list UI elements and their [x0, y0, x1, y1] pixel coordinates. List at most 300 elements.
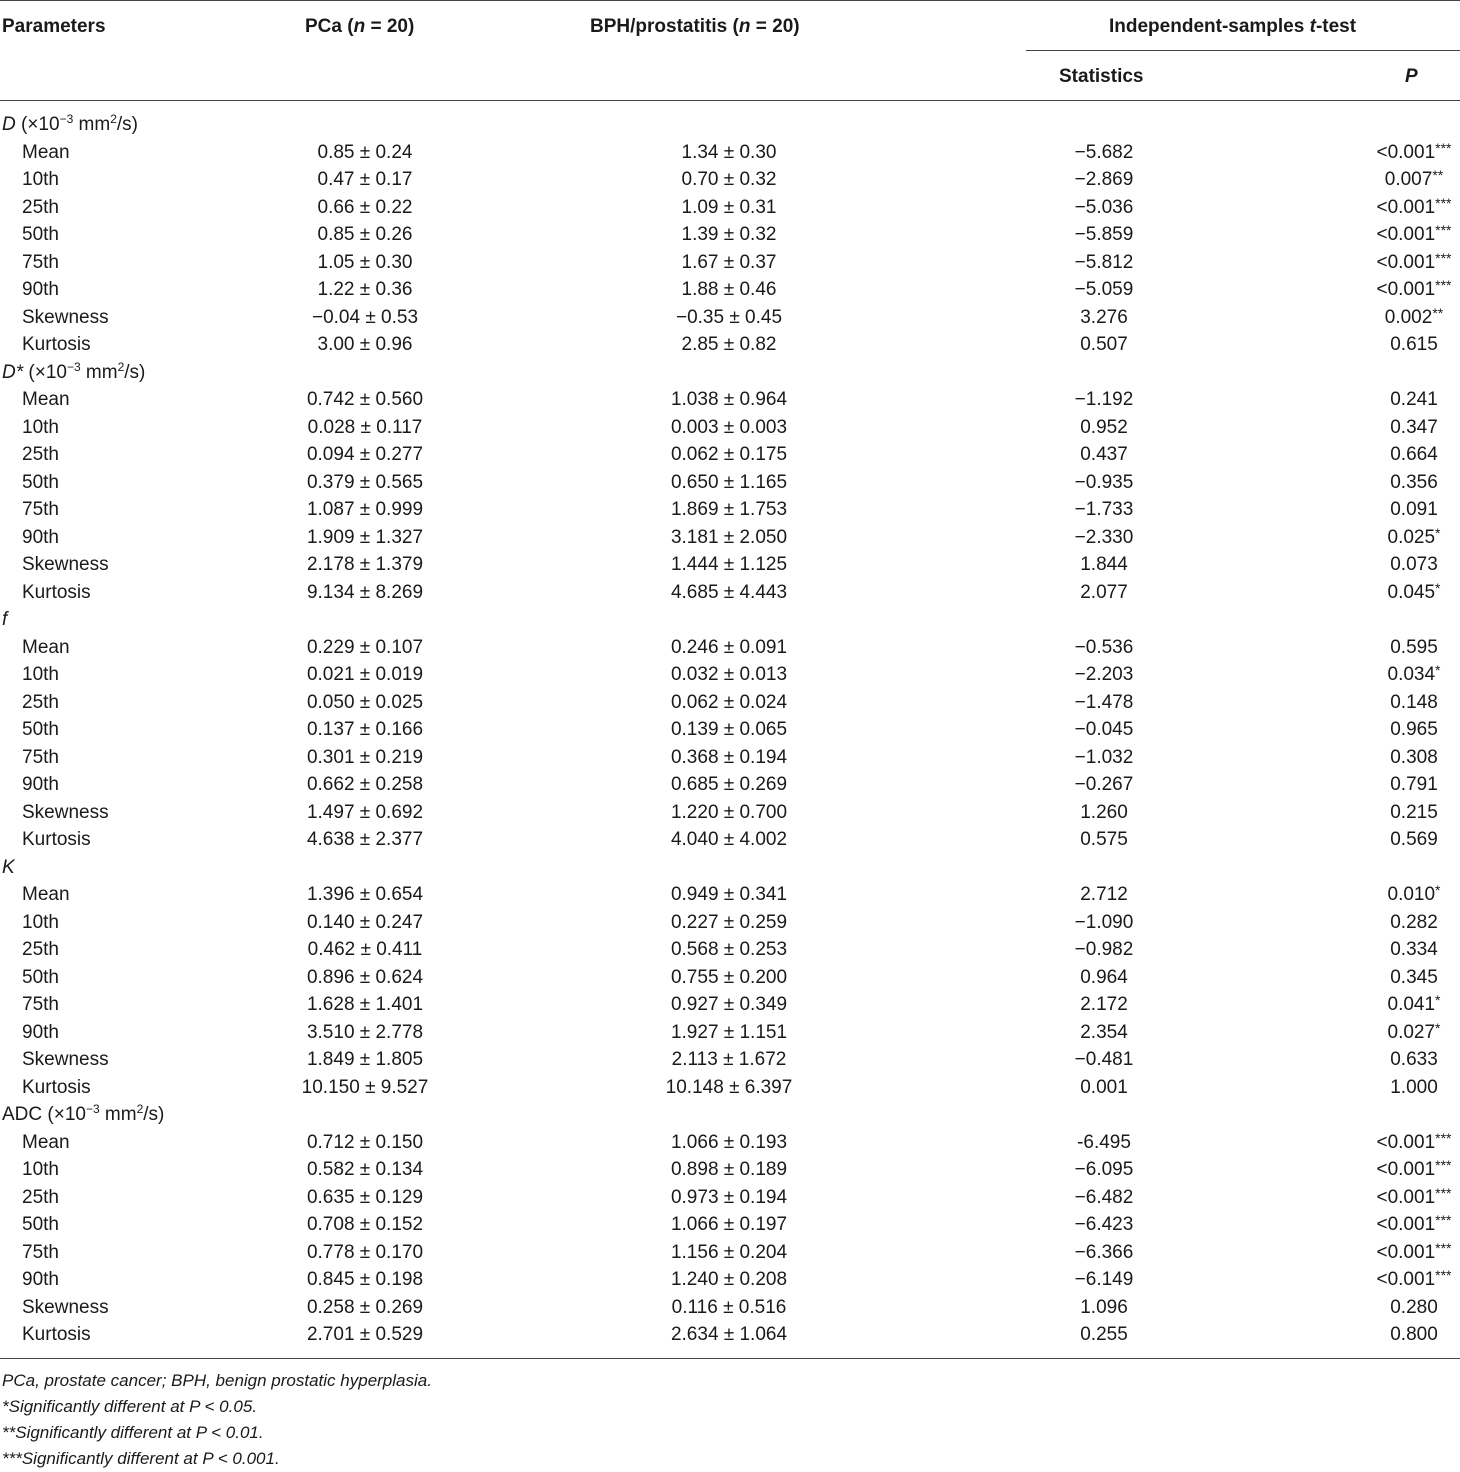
pca-value: 1.05 ± 0.30	[317, 251, 413, 273]
row-label: 90th	[22, 1269, 59, 1290]
statistic-value: −6.095	[1074, 1159, 1134, 1180]
statistic-value: −0.267	[1074, 774, 1134, 795]
pca-value: 0.845 ± 0.198	[306, 1269, 424, 1290]
pca-value: 0.662 ± 0.258	[306, 774, 424, 795]
group-name: D*	[2, 361, 24, 383]
significance-stars: ***	[1435, 1212, 1452, 1228]
table-row	[0, 386, 1460, 414]
row-label: Skewness	[22, 306, 109, 328]
row-label: 25th	[22, 939, 59, 960]
statistic-value: 0.001	[1080, 1076, 1128, 1098]
row-label: Skewness	[22, 1296, 109, 1318]
table-row	[0, 496, 1460, 524]
table-row	[0, 881, 1460, 909]
p-cell	[1390, 1321, 1438, 1349]
statistic-value: −0.045	[1074, 719, 1134, 740]
p-value: 0.800	[1390, 1324, 1438, 1345]
p-value: 0.569	[1390, 829, 1438, 850]
statistic-value: 0.952	[1080, 416, 1128, 438]
header-p-label: P	[1405, 66, 1418, 87]
bph-value: 1.927 ± 1.151	[670, 1021, 788, 1043]
row-label: 75th	[22, 251, 59, 273]
statistic-value: 1.096	[1080, 1296, 1128, 1318]
header-pca	[305, 16, 414, 38]
row-label: Skewness	[22, 1049, 109, 1070]
p-value: 1.000	[1390, 1076, 1438, 1098]
group-header-row	[0, 854, 1460, 882]
statistic-value: 2.354	[1080, 1021, 1128, 1043]
table-row	[0, 936, 1460, 964]
bph-value: 0.755 ± 0.200	[670, 966, 788, 988]
header-pca-n: n	[353, 16, 366, 37]
p-value: 0.347	[1390, 416, 1438, 438]
group-header-row	[0, 111, 1460, 139]
statistic-value: −6.482	[1074, 1186, 1134, 1208]
p-cell	[1390, 469, 1438, 497]
pca-value: 0.47 ± 0.17	[317, 169, 413, 190]
pca-value: 0.140 ± 0.247	[306, 911, 424, 933]
group-unit-exp: −3	[66, 359, 81, 374]
p-value: 0.356	[1390, 471, 1438, 493]
bph-value: 0.368 ± 0.194	[670, 746, 788, 768]
p-cell	[1388, 991, 1441, 1019]
table-row	[0, 1074, 1460, 1102]
bph-value: 0.246 ± 0.091	[670, 636, 788, 658]
pca-value: 0.742 ± 0.560	[306, 389, 424, 410]
row-label: 50th	[22, 1214, 59, 1235]
p-cell	[1390, 936, 1438, 964]
statistic-value: 2.077	[1080, 581, 1128, 603]
bph-value: 0.927 ± 0.349	[670, 994, 788, 1015]
p-cell	[1390, 414, 1438, 442]
header-rule	[0, 100, 1460, 101]
bph-value: 1.066 ± 0.193	[670, 1131, 788, 1153]
bph-value: 3.181 ± 2.050	[670, 526, 788, 548]
row-label: 10th	[22, 1159, 59, 1180]
row-label: Mean	[22, 1131, 70, 1153]
row-label: 75th	[22, 499, 59, 520]
group-label	[2, 606, 7, 634]
p-value: 0.345	[1390, 966, 1438, 988]
bph-value: 1.156 ± 0.204	[670, 1241, 788, 1263]
statistic-value: −0.982	[1074, 939, 1134, 960]
p-cell	[1376, 1211, 1451, 1239]
group-unit-exp2: 2	[136, 1102, 144, 1116]
bph-value: 0.898 ± 0.189	[670, 1159, 788, 1180]
header-ttest-prefix: Independent-samples	[1109, 16, 1310, 37]
table-row	[0, 304, 1460, 332]
p-value: 0.241	[1390, 389, 1438, 410]
pca-value: 0.094 ± 0.277	[306, 444, 424, 465]
table-row	[0, 414, 1460, 442]
row-label: 50th	[22, 966, 59, 988]
table-row	[0, 1156, 1460, 1184]
p-value: <0.001	[1376, 1214, 1436, 1235]
p-cell	[1388, 1019, 1441, 1047]
statistic-value: 0.507	[1080, 334, 1128, 355]
row-label: 25th	[22, 691, 59, 713]
row-label: Mean	[22, 636, 70, 658]
row-label: 10th	[22, 169, 59, 190]
p-value: 0.025	[1387, 526, 1436, 548]
pca-value: 0.582 ± 0.134	[306, 1159, 424, 1180]
p-cell	[1385, 166, 1443, 194]
bph-value: 0.949 ± 0.341	[670, 884, 788, 905]
header-pca-prefix: PCa (	[305, 16, 354, 37]
p-value: 0.073	[1390, 554, 1438, 575]
p-cell	[1385, 304, 1443, 332]
significance-stars: ***	[1435, 222, 1452, 238]
pca-value: 3.00 ± 0.96	[317, 334, 413, 355]
row-label: 50th	[22, 471, 59, 493]
group-label	[2, 359, 145, 387]
pca-value: 10.150 ± 9.527	[301, 1076, 429, 1098]
footnote-p05: *Significantly different at P < 0.05.	[2, 1397, 257, 1416]
p-cell	[1376, 221, 1451, 249]
table-row	[0, 276, 1460, 304]
table-row	[0, 579, 1460, 607]
significance-stars: ***	[1435, 277, 1452, 293]
group-unit-pre: (×10	[23, 361, 67, 383]
statistic-value: −2.203	[1074, 664, 1134, 685]
row-label: 25th	[22, 1186, 59, 1208]
pca-value: 0.301 ± 0.219	[306, 746, 424, 768]
p-cell	[1376, 194, 1451, 222]
pca-value: −0.04 ± 0.53	[311, 306, 419, 328]
group-unit-mid: mm	[99, 1104, 137, 1125]
statistic-value: −1.090	[1074, 911, 1134, 933]
pca-value: 1.396 ± 0.654	[306, 884, 424, 905]
bph-value: 4.040 ± 4.002	[670, 829, 788, 850]
table-row	[0, 909, 1460, 937]
row-label: 50th	[22, 224, 59, 245]
p-value: 0.034	[1387, 664, 1436, 685]
p-cell	[1376, 1184, 1451, 1212]
group-unit-mid: mm	[73, 114, 111, 135]
p-cell	[1376, 276, 1451, 304]
pca-value: 9.134 ± 8.269	[306, 581, 424, 603]
pca-value: 0.712 ± 0.150	[306, 1131, 424, 1153]
statistic-value: 0.575	[1080, 829, 1128, 850]
bph-value: 1.066 ± 0.197	[670, 1214, 788, 1235]
p-value: <0.001	[1376, 1241, 1436, 1263]
pca-value: 2.178 ± 1.379	[306, 554, 424, 575]
bph-value: 1.34 ± 0.30	[681, 141, 777, 163]
table-row	[0, 331, 1460, 359]
p-cell	[1390, 496, 1438, 524]
p-cell	[1376, 1266, 1451, 1294]
p-value: <0.001	[1376, 1269, 1436, 1290]
row-label: Kurtosis	[22, 581, 91, 603]
row-label: Mean	[22, 884, 70, 905]
p-cell	[1390, 689, 1438, 717]
table-row	[0, 799, 1460, 827]
group-name: ADC	[2, 1104, 43, 1125]
header-bph-prefix: BPH/prostatitis (	[590, 16, 739, 37]
statistic-value: 3.276	[1080, 306, 1128, 328]
bph-value: 1.240 ± 0.208	[670, 1269, 788, 1290]
group-name: f	[2, 609, 8, 630]
group-unit-pre: (×10	[42, 1104, 86, 1125]
row-label: Skewness	[22, 554, 109, 575]
pca-value: 3.510 ± 2.778	[306, 1021, 424, 1043]
bph-value: 1.869 ± 1.753	[670, 499, 788, 520]
statistic-value: −6.366	[1074, 1241, 1134, 1263]
p-value: <0.001	[1376, 224, 1436, 245]
pca-value: 1.497 ± 0.692	[306, 801, 424, 823]
p-cell	[1390, 744, 1438, 772]
bph-value: 0.70 ± 0.32	[681, 169, 777, 190]
p-value: 0.091	[1390, 499, 1438, 520]
row-label: 90th	[22, 774, 59, 795]
header-pca-suffix: = 20)	[365, 16, 415, 37]
pca-value: 0.85 ± 0.26	[317, 224, 413, 245]
footnotes	[2, 1368, 432, 1472]
statistic-value: −1.192	[1074, 389, 1134, 410]
row-label: Mean	[22, 389, 70, 410]
table-row	[0, 826, 1460, 854]
pca-value: 0.028 ± 0.117	[307, 416, 423, 438]
header-sub-rule	[1026, 50, 1460, 51]
p-cell	[1376, 249, 1451, 277]
statistic-value: −0.481	[1074, 1049, 1134, 1070]
footnote-abbreviations: PCa, prostate cancer; BPH, benign prostatic hyperplasia.	[2, 1371, 432, 1390]
header-bph-suffix: = 20)	[750, 16, 800, 37]
row-label: Kurtosis	[22, 1324, 91, 1345]
header-ttest	[1109, 16, 1356, 38]
table-row	[0, 716, 1460, 744]
statistic-value: −1.032	[1074, 746, 1134, 768]
pca-value: 0.050 ± 0.025	[306, 691, 424, 713]
bph-value: 0.062 ± 0.024	[670, 691, 788, 713]
table-row	[0, 194, 1460, 222]
pca-value: 1.849 ± 1.805	[306, 1049, 424, 1070]
p-cell	[1388, 881, 1441, 909]
p-value: 0.007	[1384, 169, 1433, 190]
table-row	[0, 1184, 1460, 1212]
p-cell	[1376, 139, 1451, 167]
p-value: <0.001	[1376, 1131, 1436, 1153]
bph-value: 1.39 ± 0.32	[681, 224, 777, 245]
row-label: 50th	[22, 719, 59, 740]
row-label: 90th	[22, 526, 59, 548]
p-cell	[1390, 1294, 1438, 1322]
p-cell	[1376, 1156, 1451, 1184]
bph-value: 0.003 ± 0.003	[670, 416, 788, 438]
table-row	[0, 689, 1460, 717]
pca-value: 2.701 ± 0.529	[306, 1324, 424, 1345]
pca-value: 0.462 ± 0.411	[307, 939, 423, 960]
table-row	[0, 1046, 1460, 1074]
row-label: 75th	[22, 994, 59, 1015]
pca-value: 0.85 ± 0.24	[317, 141, 413, 163]
statistic-value: 1.260	[1080, 801, 1128, 823]
row-label: 10th	[22, 911, 59, 933]
header-statistics: Statistics	[1059, 66, 1144, 87]
p-value: <0.001	[1376, 1186, 1436, 1208]
pca-value: 0.021 ± 0.019	[306, 664, 424, 685]
significance-stars: *	[1435, 579, 1441, 596]
row-label: 90th	[22, 1021, 59, 1043]
pca-value: 4.638 ± 2.377	[306, 829, 424, 850]
row-label: 75th	[22, 1241, 59, 1263]
p-cell	[1390, 716, 1438, 744]
bph-value: 10.148 ± 6.397	[665, 1076, 793, 1098]
statistic-value: −6.149	[1074, 1269, 1134, 1290]
row-label: Mean	[22, 141, 70, 163]
bph-value: 0.116 ± 0.516	[671, 1296, 787, 1318]
bph-value: 0.227 ± 0.259	[670, 911, 788, 933]
significance-stars: ***	[1435, 1157, 1452, 1173]
p-cell	[1390, 1074, 1438, 1102]
group-label	[2, 1101, 164, 1129]
table-row	[0, 1321, 1460, 1349]
p-value: 0.010	[1387, 884, 1436, 905]
table-row	[0, 221, 1460, 249]
p-value: <0.001	[1376, 1159, 1436, 1180]
statistic-value: 1.844	[1080, 554, 1128, 575]
statistic-value: −2.869	[1074, 169, 1134, 190]
group-unit-exp: −3	[85, 1102, 100, 1116]
p-cell	[1390, 441, 1438, 469]
group-label	[2, 854, 15, 882]
statistic-value: 0.964	[1080, 966, 1128, 988]
significance-stars: *	[1435, 524, 1441, 541]
pca-value: 0.708 ± 0.152	[306, 1214, 424, 1235]
bph-value: 0.568 ± 0.253	[670, 939, 788, 960]
p-cell	[1390, 909, 1438, 937]
pca-value: 0.896 ± 0.624	[306, 966, 424, 988]
statistic-value: −0.536	[1074, 636, 1134, 658]
bph-value: 0.973 ± 0.194	[670, 1186, 788, 1208]
statistic-value: −5.682	[1074, 141, 1134, 163]
p-cell	[1390, 826, 1438, 854]
header-ttest-t: t	[1309, 16, 1316, 37]
row-label: 10th	[22, 416, 59, 438]
table-row	[0, 661, 1460, 689]
bph-value: 1.09 ± 0.31	[681, 196, 777, 218]
bph-value: 4.685 ± 4.443	[670, 581, 788, 603]
significance-stars: *	[1435, 992, 1441, 1008]
statistic-value: −5.812	[1074, 251, 1134, 273]
group-unit-mid: mm	[80, 361, 118, 383]
statistic-value: 2.172	[1080, 994, 1128, 1015]
statistic-value: 0.437	[1080, 444, 1128, 465]
bph-value: −0.35 ± 0.45	[675, 306, 783, 328]
pca-value: 0.258 ± 0.269	[306, 1296, 424, 1318]
bph-value: 2.113 ± 1.672	[671, 1049, 787, 1070]
p-value: 0.002	[1384, 306, 1433, 328]
bph-value: 0.032 ± 0.013	[670, 664, 788, 685]
group-header-row	[0, 1101, 1460, 1129]
table-row	[0, 1266, 1460, 1294]
bph-value: 0.650 ± 1.165	[670, 471, 788, 493]
group-header-row	[0, 606, 1460, 634]
p-cell	[1390, 551, 1438, 579]
group-unit-exp2: 2	[117, 359, 125, 374]
p-value: <0.001	[1376, 279, 1436, 300]
p-value: 0.791	[1390, 774, 1438, 795]
bph-value: 1.444 ± 1.125	[670, 554, 788, 575]
p-cell	[1390, 634, 1438, 662]
pca-value: 1.087 ± 0.999	[306, 499, 424, 520]
group-unit-post: /s)	[143, 1104, 165, 1125]
significance-stars: ***	[1435, 194, 1452, 211]
p-value: 0.334	[1390, 939, 1438, 960]
p-cell	[1390, 386, 1438, 414]
p-value: 0.215	[1390, 801, 1438, 823]
p-value: 0.027	[1387, 1021, 1436, 1043]
row-label: 75th	[22, 746, 59, 768]
pca-value: 0.635 ± 0.129	[306, 1186, 424, 1208]
table-row	[0, 964, 1460, 992]
table-row	[0, 1211, 1460, 1239]
p-value: 0.633	[1390, 1049, 1438, 1070]
header-parameters: Parameters	[2, 16, 106, 37]
statistic-value: 0.255	[1080, 1324, 1128, 1345]
significance-stars: *	[1435, 882, 1441, 898]
pca-value: 0.379 ± 0.565	[306, 471, 424, 493]
group-header-row	[0, 359, 1460, 387]
table-row	[0, 524, 1460, 552]
table-row	[0, 166, 1460, 194]
row-label: Kurtosis	[22, 334, 91, 355]
p-cell	[1390, 799, 1438, 827]
p-value: 0.280	[1390, 1296, 1438, 1318]
significance-stars: ***	[1435, 139, 1452, 156]
table-row	[0, 551, 1460, 579]
significance-stars: ***	[1435, 1184, 1452, 1201]
significance-stars: ***	[1435, 1129, 1452, 1146]
p-cell	[1376, 1129, 1451, 1157]
statistic-value: −1.733	[1074, 499, 1134, 520]
table-row	[0, 744, 1460, 772]
pca-value: 0.66 ± 0.22	[317, 196, 413, 218]
header-bph	[590, 16, 800, 38]
p-cell	[1376, 1239, 1451, 1267]
pca-value: 1.628 ± 1.401	[306, 994, 424, 1015]
row-label: Kurtosis	[22, 829, 91, 850]
p-value: 0.045	[1387, 581, 1436, 603]
significance-stars: ***	[1435, 1267, 1452, 1283]
significance-stars: **	[1432, 167, 1444, 183]
statistic-value: −2.330	[1074, 526, 1134, 548]
group-label	[2, 111, 138, 139]
p-value: 0.664	[1390, 444, 1438, 465]
pca-value: 1.22 ± 0.36	[317, 279, 413, 300]
table-row	[0, 634, 1460, 662]
row-label: 25th	[22, 444, 59, 465]
group-unit-exp2: 2	[110, 112, 117, 126]
table-row	[0, 991, 1460, 1019]
bottom-rule	[0, 1358, 1460, 1359]
table-row	[0, 1294, 1460, 1322]
footnote-p001: ***Significantly different at P < 0.001.	[2, 1449, 280, 1468]
statistic-value: -6.495	[1077, 1131, 1131, 1153]
bph-value: 1.038 ± 0.964	[670, 389, 788, 410]
p-value: 0.308	[1390, 746, 1438, 768]
table-row	[0, 771, 1460, 799]
row-label: Kurtosis	[22, 1076, 91, 1098]
statistic-value: −5.059	[1074, 279, 1134, 300]
bph-value: 0.062 ± 0.175	[670, 444, 788, 465]
statistic-value: −5.859	[1074, 224, 1134, 245]
significance-stars: ***	[1435, 249, 1452, 266]
table-body	[0, 111, 1460, 1349]
row-label: 25th	[22, 196, 59, 218]
bph-value: 1.220 ± 0.700	[670, 801, 788, 823]
group-unit-post: /s)	[116, 114, 138, 135]
